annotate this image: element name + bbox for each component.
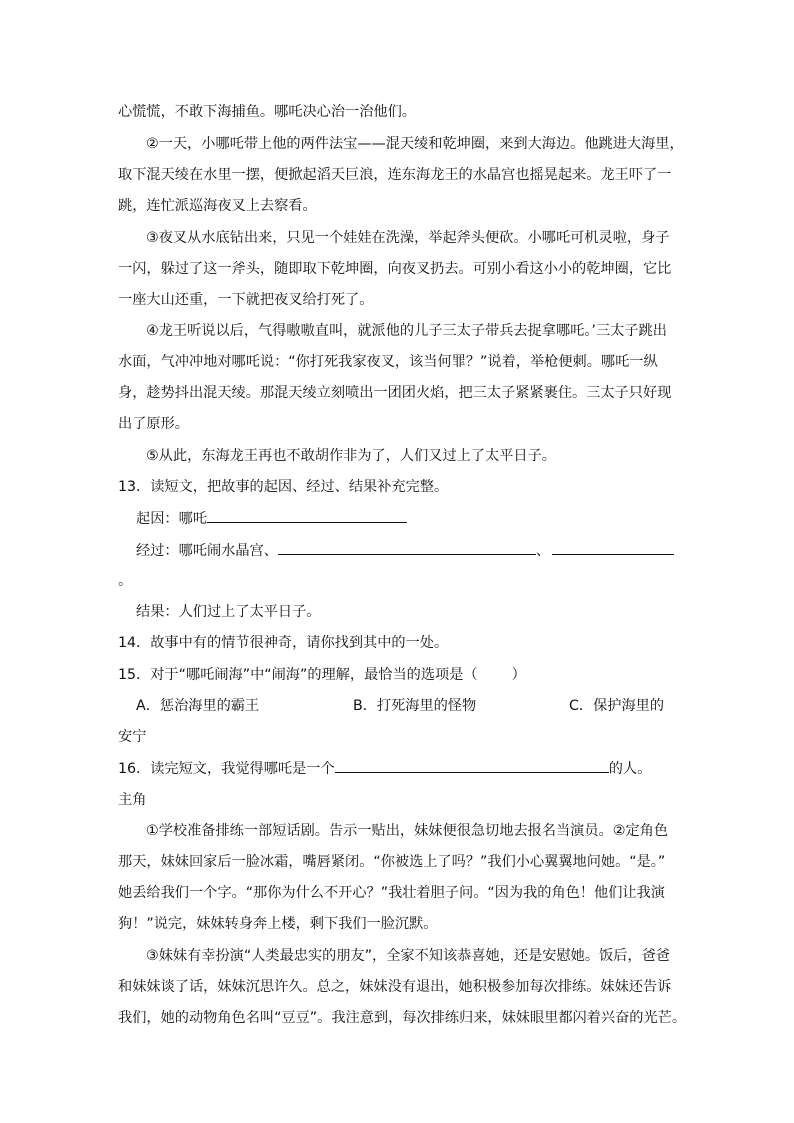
- story2-paragraph1-line1: ①学校准备排练一部短话剧。告示一贴出，妹妹便很急切地去报名当演员。②定角色: [146, 823, 669, 839]
- story2-title: 主角: [118, 792, 147, 808]
- question-13: 13．读短文，把故事的起因、经过、结果补充完整。: [118, 479, 449, 495]
- q13-process-label: 经过：哪吒闹水晶宫、: [136, 543, 278, 559]
- q13-process-separator: 、: [535, 543, 551, 559]
- q13-process-blank-1[interactable]: [278, 540, 536, 555]
- question-15: [118, 665, 526, 685]
- q13-process-blank-2[interactable]: [552, 540, 674, 555]
- story2-paragraph3-line3: 我们，她的动物角色名叫“豆豆”。我注意到，每次排练归来，妹妹眼里都闪着兴奋的光芒。: [118, 1010, 687, 1026]
- question-16-suffix: 的人。: [608, 761, 652, 777]
- question-14: 14．故事中有的情节很神奇，请你找到其中的一处。: [118, 635, 449, 651]
- story1-paragraph4-line2: 水面，气冲冲地对哪吒说：“你打死我家夜叉，该当何罪？”说着，举枪便刺。哪吒一纵: [118, 354, 658, 370]
- q13-result: 结果：人们过上了太平日子。: [136, 604, 321, 620]
- question-15-text: 15．对于“哪吒闹海”中“闹海”的理解，最恰当的选项是（: [118, 667, 478, 683]
- question-15-close: ）: [511, 667, 526, 683]
- story1-paragraph1-end: 心慌慌，不敢下海捕鱼。哪吒决心治一治他们。: [118, 104, 416, 120]
- story1-paragraph2-line3: 跳，连忙派巡海夜叉上去察看。: [118, 198, 317, 214]
- question-16-prefix: 16．读完短文，我觉得哪吒是一个: [118, 761, 335, 777]
- q13-cause-label: 起因：哪吒: [136, 511, 207, 527]
- q13-cause-row: [136, 508, 407, 529]
- story2-paragraph1-line4: 狗！”说完，妹妹转身奔上楼，剩下我们一脸沉默。: [118, 916, 438, 932]
- q15-option-a[interactable]: A．惩治海里的霸王: [136, 698, 260, 714]
- story1-paragraph4-line3: 身，趁势抖出混天绫。那混天绫立刻喷出一团团火焰，把三太子紧紧裹住。三太子只好现: [118, 385, 672, 401]
- story1-paragraph3-line2: 一闪，躲过了这一斧头，随即取下乾坤圈，向夜叉扔去。可别小看这小小的乾坤圈，它比: [118, 261, 672, 277]
- story1-paragraph3-line1: ③夜叉从水底钻出来，只见一个娃娃在洗澡，举起斧头便砍。小哪吒可机灵啦，身子: [146, 230, 670, 246]
- story1-paragraph4-line4: 出了原形。: [118, 416, 189, 432]
- q13-cause-blank[interactable]: [207, 508, 407, 523]
- story1-paragraph2-line2: 取下混天绫在水里一摆，便掀起滔天巨浪，连东海龙王的水晶宫也摇晃起来。龙王吓了一: [118, 167, 672, 183]
- story2-paragraph1-line2: 那天，妹妹回家后一脸冰霜，嘴唇紧闭。“你被选上了吗？”我们小心翼翼地问她。“是。”: [118, 854, 666, 870]
- q15-option-b[interactable]: B．打死海里的怪物: [353, 698, 477, 714]
- story1-paragraph4-line1: ④龙王听说以后，气得嗷嗷直叫，就派他的儿子三太子带兵去捉拿哪吒。’三太子跳出: [146, 323, 667, 339]
- story1-paragraph2-line1: ②一天，小哪吒带上他的两件法宝——混天绫和乾坤圈，来到大海边。他跳进大海里，: [146, 136, 684, 152]
- q16-answer-blank[interactable]: [335, 758, 609, 773]
- q13-process-end: 。: [118, 573, 133, 589]
- story1-paragraph5: ⑤从此，东海龙王再也不敢胡作非为了，人们又过上了太平日子。: [146, 448, 556, 464]
- question-16: [118, 758, 651, 779]
- q15-option-c-end: 安宁: [118, 729, 147, 745]
- story1-paragraph3-line3: 一座大山还重，一下就把夜叉给打死了。: [118, 292, 374, 308]
- q13-process-row: [136, 540, 674, 561]
- story2-paragraph1-line3: 她丢给我们一个字。“那你为什么不开心？”我壮着胆子问。“因为我的角色！他们让我演: [118, 885, 665, 901]
- story2-paragraph3-line1: ③妹妹有幸扮演“人类最忠实的朋友”，全家不知该恭喜她，还是安慰她。饭后，爸爸: [146, 948, 670, 964]
- q15-option-c[interactable]: C．保护海里的: [569, 698, 665, 714]
- story2-paragraph3-line2: 和妹妹谈了话，妹妹沉思许久。总之，妹妹没有退出，她积极参加每次排练。妹妹还告诉: [118, 979, 672, 995]
